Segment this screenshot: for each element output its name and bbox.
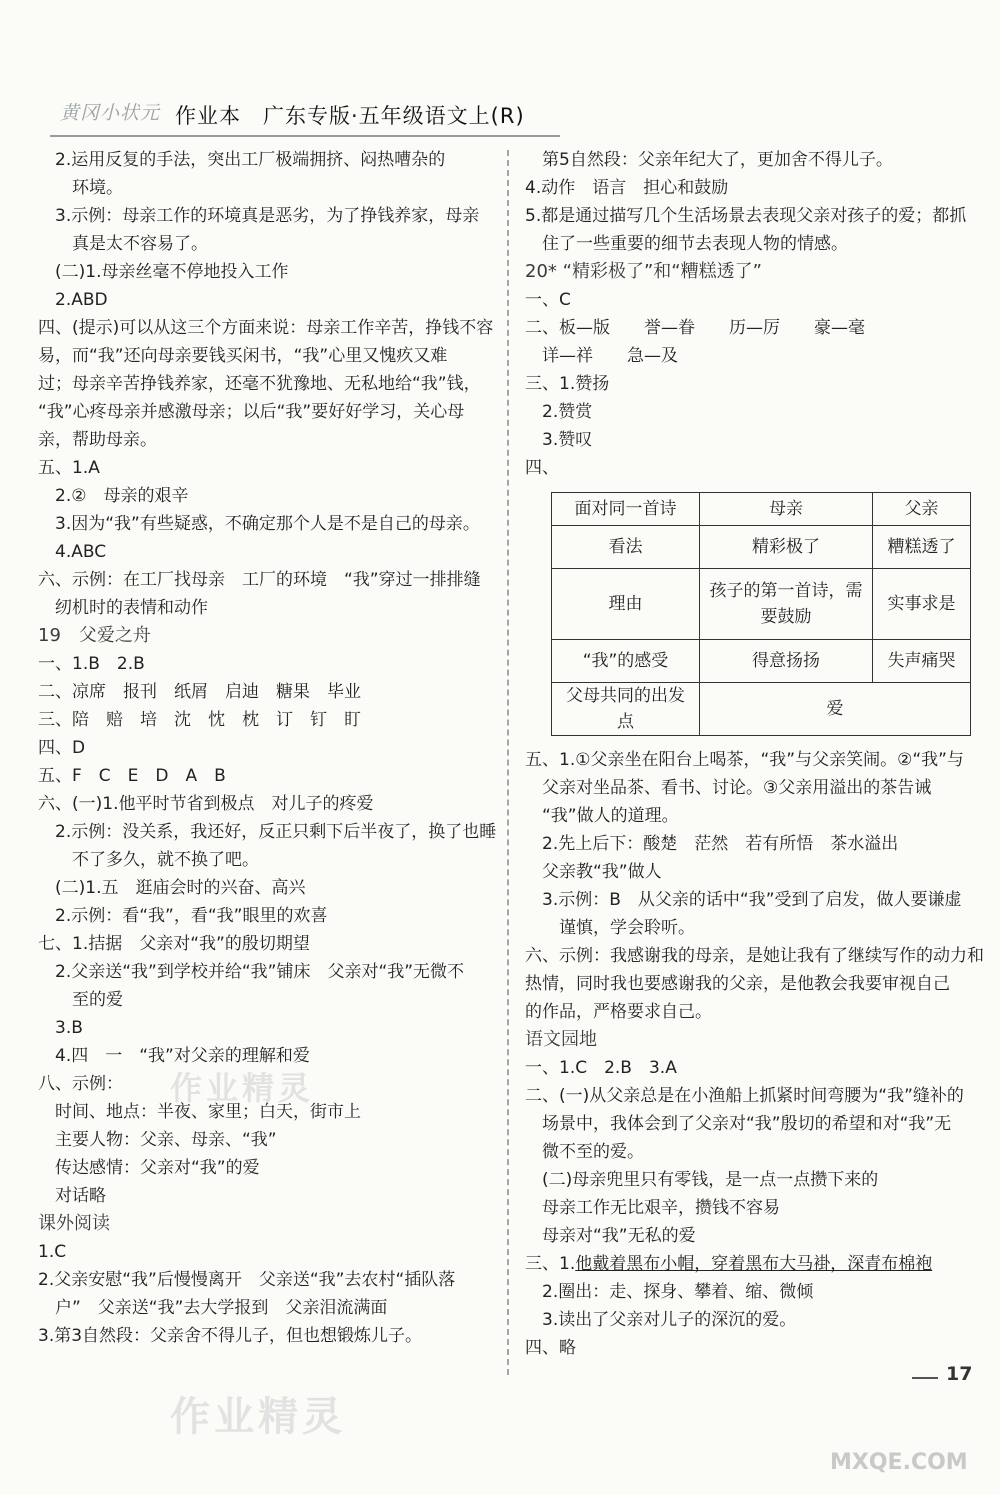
line-text: (二)1.五 逛庙会时的兴奋、高兴: [38, 878, 306, 898]
column-divider: [507, 150, 509, 1375]
line-text: 传达感情：父亲对“我”的爱: [38, 1158, 260, 1178]
answer-line: [38, 426, 503, 454]
line-text: 2.父亲安慰“我”后慢慢离开 父亲送“我”去农村“插队落: [38, 1270, 456, 1290]
line-text: 四、D: [38, 738, 86, 758]
line-text: 5.都是通过描写几个生活场景去表现父亲对孩子的爱；都抓: [525, 206, 967, 226]
line-text: 八、示例：: [38, 1074, 123, 1094]
line-text: 住了一些重要的细节去表现人物的情感。: [525, 234, 848, 254]
table-row: [552, 569, 971, 640]
answer-line: [525, 1306, 980, 1334]
table-cell: “我”的感受: [552, 640, 700, 683]
answer-line: [38, 482, 503, 510]
page-header: [0, 0, 1000, 140]
answer-line: [38, 146, 503, 174]
line-text: 不了多久，就不换了吧。: [38, 850, 259, 870]
line-text: 2.运用反复的手法，突出工厂极端拥挤、闷热嘈杂的: [38, 150, 446, 170]
answer-line: [525, 1166, 980, 1194]
line-text: 4.动作 语言 担心和鼓励: [525, 178, 729, 198]
comparison-table: [551, 492, 971, 736]
line-text: 对话略: [38, 1186, 106, 1206]
answer-line: [525, 202, 980, 230]
answer-line: [525, 426, 980, 454]
line-text: 四、(提示)可以从这三个方面来说：母亲工作辛苦，挣钱不容: [38, 318, 494, 338]
answer-line: [525, 398, 980, 426]
table-cell: 实事求是: [873, 569, 971, 640]
line-text: 六、示例：在工厂找母亲 工厂的环境 “我”穿过一排排缝: [38, 570, 481, 590]
answer-line: [38, 902, 503, 930]
right-bottom-section: [525, 746, 984, 1362]
table-cell: 看法: [552, 526, 700, 569]
line-text: 四、略: [525, 1338, 576, 1358]
page-number-rule: [912, 1377, 938, 1379]
line-text: “我”心疼母亲并感激母亲；以后“我”要好好学习，关心母: [38, 402, 465, 422]
answer-line: [38, 230, 503, 258]
answer-line: [38, 398, 503, 426]
line-text: 亲，帮助母亲。: [38, 430, 157, 450]
table-row: [552, 683, 971, 736]
answer-line: [525, 230, 980, 258]
answer-line: [525, 314, 980, 342]
table-cell: 失声痛哭: [873, 640, 971, 683]
line-text: 的作品，严格要求自己。: [525, 1002, 712, 1022]
watermark-site: MXQE.COM: [830, 1450, 968, 1475]
line-text: 1.C: [38, 1242, 67, 1262]
answer-line: [525, 802, 980, 830]
line-text: 课外阅读: [38, 1213, 110, 1234]
table-header-cell: 面对同一首诗: [552, 493, 700, 526]
answer-line: [525, 774, 980, 802]
line-text: 环境。: [38, 178, 123, 198]
line-text: 语文园地: [525, 1029, 597, 1050]
underlined-text: 他戴着黑布小帽，穿着黑布大马褂，深青布棉袍: [575, 1254, 933, 1274]
line-text: 三、陪 赔 培 沈 忱 枕 订 钉 盯: [38, 710, 361, 730]
line-text: 三、1.: [525, 1254, 576, 1274]
line-text: 2.② 母亲的艰辛: [38, 486, 189, 506]
line-text: 3.示例：母亲工作的环境真是恶劣，为了挣钱养家，母亲: [38, 206, 480, 226]
line-text: 三、1.赞扬: [525, 374, 610, 394]
section-heading: [525, 258, 980, 286]
line-text: 2.赞赏: [525, 402, 593, 422]
line-text: 3.读出了父亲对儿子的深沉的爱。: [525, 1310, 797, 1330]
answer-line: [525, 286, 980, 314]
line-text: 4.四 一 “我”对父亲的理解和爱: [38, 1046, 310, 1066]
answer-line: [525, 1138, 980, 1166]
line-text: 2.父亲送“我”到学校并给“我”铺床 父亲对“我”无微不: [38, 962, 465, 982]
answer-line: [38, 314, 503, 342]
answer-line: [38, 202, 503, 230]
answer-line: [38, 762, 503, 790]
line-text: 父亲对坐品茶、看书、讨论。③父亲用溢出的茶告诫: [525, 778, 932, 798]
answer-line: [525, 1110, 980, 1138]
line-text: 一、1.C 2.B 3.A: [525, 1058, 677, 1078]
line-text: 母亲工作无比艰辛，攒钱不容易: [525, 1198, 780, 1218]
answer-line: [525, 370, 980, 398]
line-text: 一、1.B 2.B: [38, 654, 145, 674]
line-text: “我”做人的道理。: [525, 806, 679, 826]
watermark-mid: 作业精灵: [170, 1069, 315, 1107]
line-text: 19 父爱之舟: [38, 625, 151, 646]
line-text: 过；母亲辛苦挣钱养家，还毫不犹豫地、无私地给“我”钱，: [38, 374, 481, 394]
line-text: 20* “精彩极了”和“糟糕透了”: [525, 261, 762, 282]
answer-line: [525, 454, 980, 482]
line-text: 3.因为“我”有些疑惑，不确定那个人是不是自己的母亲。: [38, 514, 480, 534]
line-text: 主要人物：父亲、母亲、“我”: [38, 1130, 277, 1150]
line-text: 2.示例：看“我”，看“我”眼里的欢喜: [38, 906, 328, 926]
line-text: 六、(一)1.他平时节省到极点 对儿子的疼爱: [38, 794, 374, 814]
table-cell: 糟糕透了: [873, 526, 971, 569]
right-column: [525, 146, 984, 1362]
line-text: 易，而“我”还向母亲要钱买闲书，“我”心里又愧疚又难: [38, 346, 448, 366]
line-text: 第5自然段：父亲年纪大了，更加舍不得儿子。: [525, 150, 893, 170]
line-text: 母亲对“我”无私的爱: [525, 1226, 696, 1246]
header-rule: [50, 135, 560, 137]
answer-line: [525, 146, 980, 174]
line-text: 五、F C E D A B: [38, 766, 226, 786]
answer-line: [525, 174, 980, 202]
line-text: 3.示例：B 从父亲的话中“我”受到了启发，做人要谦虚: [525, 890, 962, 910]
answer-line: [525, 1250, 980, 1278]
table-row: [552, 526, 971, 569]
line-text: 微不至的爱。: [525, 1142, 644, 1162]
answer-line: [38, 790, 503, 818]
answer-line: [38, 286, 503, 314]
left-column: [38, 146, 503, 1350]
answer-line: [38, 510, 503, 538]
table-cell: 父母共同的出发点: [552, 683, 700, 736]
line-text: 谨慎，学会聆听。: [525, 918, 695, 938]
answer-line: [38, 1154, 503, 1182]
answer-line: [38, 874, 503, 902]
line-text: 4.ABC: [38, 542, 107, 562]
line-text: 真是太不容易了。: [38, 234, 208, 254]
section-heading: [38, 622, 503, 650]
line-text: 父亲教“我”做人: [525, 862, 662, 882]
answer-line: [525, 1054, 980, 1082]
answer-line: [38, 1126, 503, 1154]
line-text: 一、C: [525, 290, 571, 310]
line-text: 二、板—版 誉—眷 历—厉 豪—毫: [525, 318, 865, 338]
answer-line: [525, 1082, 980, 1110]
answer-line: [38, 538, 503, 566]
table-cell: 精彩极了: [700, 526, 873, 569]
answer-line: [38, 818, 503, 846]
answer-line: [525, 1278, 980, 1306]
answer-line: [525, 942, 984, 970]
line-text: 2.圈出：走、探身、攀着、缩、微倾: [525, 1282, 814, 1302]
line-text: (二)母亲兜里只有零钱，是一点一点攒下来的: [525, 1170, 879, 1190]
table-header-row: [552, 493, 971, 526]
answer-line: [38, 706, 503, 734]
answer-line: [38, 174, 503, 202]
line-text: 场景中，我体会到了父亲对“我”殷切的希望和对“我”无: [525, 1114, 952, 1134]
table-cell: 理由: [552, 569, 700, 640]
page-number: 17: [946, 1363, 973, 1385]
answer-line: [38, 594, 503, 622]
answer-line: [38, 1182, 503, 1210]
brand-logo: 黄冈小状元: [60, 102, 161, 124]
line-text: 3.第3自然段：父亲舍不得儿子，但也想锻炼儿子。: [38, 1326, 423, 1346]
table-row: [552, 640, 971, 683]
line-text: 户” 父亲送“我”去大学报到 父亲泪流满面: [38, 1298, 388, 1318]
answer-line: [38, 454, 503, 482]
answer-line: [38, 930, 503, 958]
line-text: 2.先上后下：酸楚 茫然 若有所悟 茶水溢出: [525, 834, 899, 854]
answer-line: [38, 986, 503, 1014]
answer-line: [525, 1222, 980, 1250]
table-header-cell: 母亲: [700, 493, 873, 526]
line-text: 纫机时的表情和动作: [38, 598, 208, 618]
section-heading: [38, 1210, 503, 1238]
line-text: 时间、地点：半夜、家里；白天，街市上: [38, 1102, 361, 1122]
right-top-section: [525, 146, 980, 482]
answer-line: [525, 746, 980, 774]
answer-line: [525, 830, 980, 858]
answer-line: [525, 1194, 980, 1222]
line-text: 六、示例：我感谢我的母亲，是她让我有了继续写作的动力和: [525, 946, 984, 966]
answer-line: [38, 370, 503, 398]
answer-line: [525, 970, 980, 998]
answer-line: [38, 342, 503, 370]
watermark-bottom: 作业精灵: [170, 1394, 346, 1440]
line-text: 二、(一)从父亲总是在小渔船上抓紧时间弯腰为“我”缝补的: [525, 1086, 964, 1106]
line-text: 至的爱: [38, 990, 123, 1010]
line-text: 二、凉席 报刊 纸屑 启迪 糖果 毕业: [38, 682, 361, 702]
answer-line: [38, 566, 503, 594]
table-header-cell: 父亲: [873, 493, 971, 526]
line-text: 3.B: [38, 1018, 83, 1038]
answer-line: [38, 650, 503, 678]
answer-line: [525, 1334, 980, 1362]
answer-line: [525, 914, 980, 942]
line-text: 五、1.①父亲坐在阳台上喝茶，“我”与父亲笑闹。②“我”与: [525, 750, 964, 770]
answer-line: [38, 1238, 503, 1266]
answer-line: [38, 258, 503, 286]
answer-line: [38, 958, 503, 986]
line-text: 五、1.A: [38, 458, 100, 478]
answer-line: [38, 734, 503, 762]
answer-line: [38, 678, 503, 706]
answer-line: [525, 858, 980, 886]
line-text: (二)1.母亲丝毫不停地投入工作: [38, 262, 289, 282]
page-title: 作业本 广东专版·五年级语文上(R): [175, 104, 525, 128]
answer-line: [38, 1014, 503, 1042]
answer-line: [38, 1322, 503, 1350]
line-text: 详—祥 急—及: [525, 346, 678, 366]
line-text: 四、: [525, 458, 559, 478]
section-heading: [525, 1026, 980, 1054]
line-text: 2.示例：没关系，我还好，反正只剩下后半夜了，换了也睡: [38, 822, 497, 842]
answer-line: [525, 886, 980, 914]
answer-line: [38, 1294, 503, 1322]
answer-line: [38, 1266, 503, 1294]
line-text: 热情，同时我也要感谢我的父亲，是他教会我要审视自己: [525, 974, 950, 994]
answer-line: [525, 342, 980, 370]
answer-line: [525, 998, 980, 1026]
table-cell: 孩子的第一首诗，需要鼓励: [700, 569, 873, 640]
line-text: 2.ABD: [38, 290, 108, 310]
answer-line: [38, 846, 503, 874]
line-text: 七、1.拮据 父亲对“我”的殷切期望: [38, 934, 310, 954]
table-cell: 得意扬扬: [700, 640, 873, 683]
table-cell: 爱: [700, 683, 971, 736]
line-text: 3.赞叹: [525, 430, 593, 450]
